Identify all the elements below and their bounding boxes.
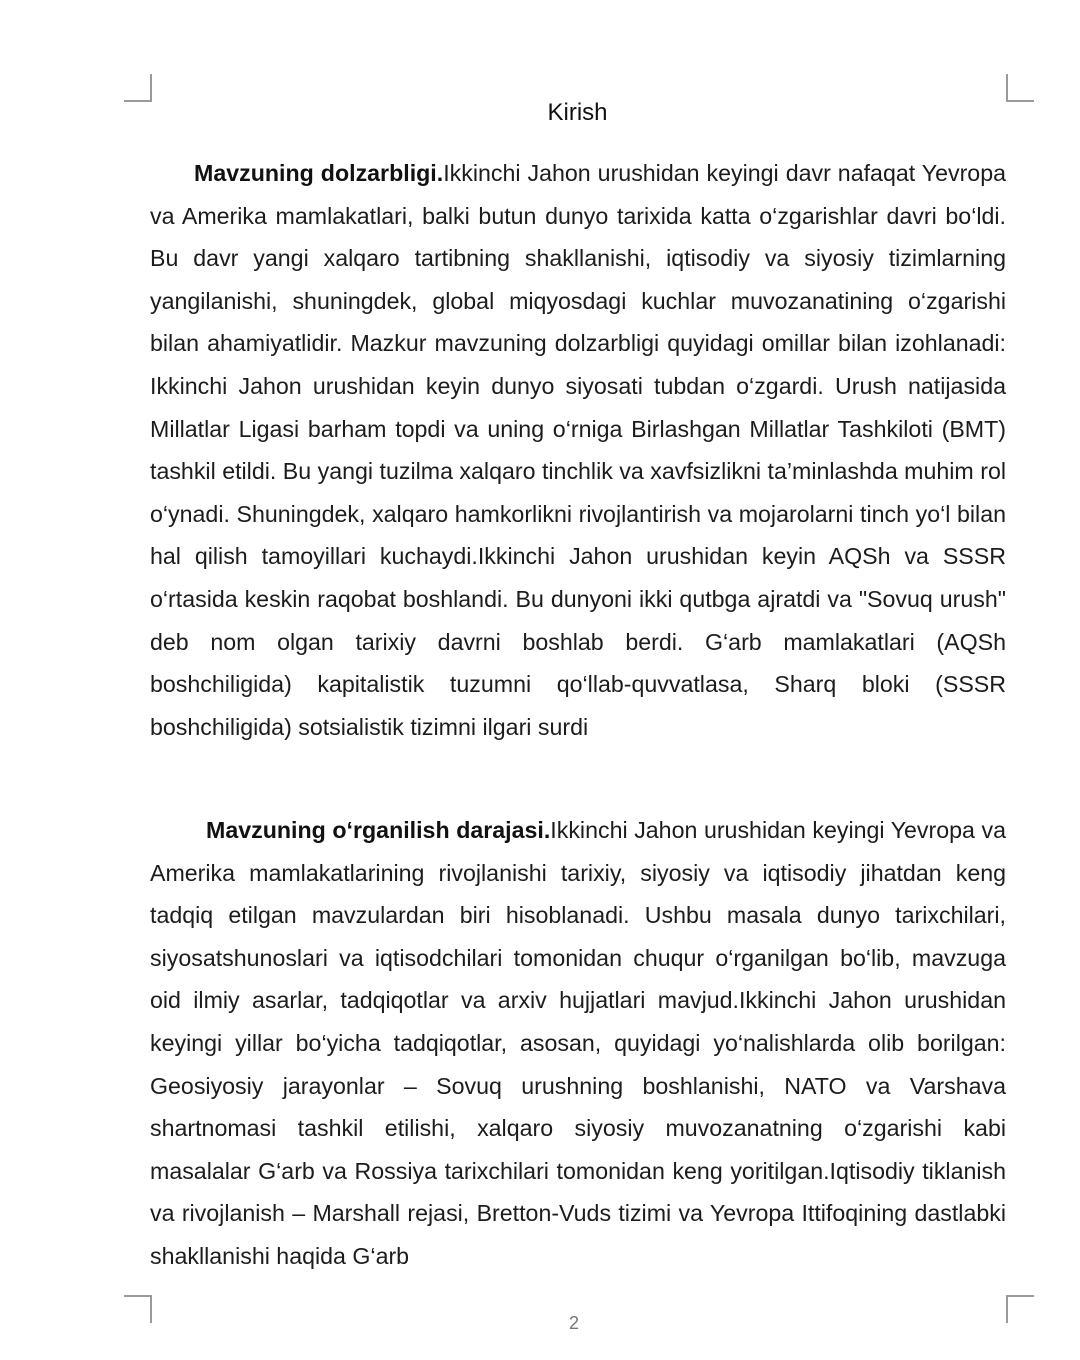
paragraph-text: Ikkinchi Jahon urushidan keyingi Yevropa va Amerika mamlakatlarining rivojlanishi tarixiy, siyosiy va iqtisodiy jihatdan keng tadqiq etilgan mavzulardan biri hisoblanadi. Ushbu masala dunyo tarixchilari, siyosatshunoslari va iqtisodchilari tomonidan chuqur o‘rganilgan bo‘lib, mavzuga oid ilmiy asarlar, tadqiqotlar va arxiv hujjatlari mavjud.Ikkinchi Jahon urushidan keyingi yillar bo‘yicha tadqiqotlar, asosan, quyidagi yo‘nalishlarda olib borilgan: Geosiyosiy jarayonlar – Sovuq urushning boshlanishi, NATO va Varshava shartnomasi tashkil etilishi, xalqaro siyosiy muvozanatning o‘zgarishi kabi masalalar G‘arb va Rossiya tarixchilari tomonidan keng yoritilgan.Iqtisodiy tiklanish va rivojlanish – Marshall rejasi, Bretton-Vuds tizimi va Yevropa Ittifoqining dastlabki shakllanishi haqida G‘arb <box>150 817 1006 1269</box>
paragraph <box>150 152 1006 748</box>
section-heading: Mavzuning o‘rganilish darajasi. <box>206 817 551 843</box>
section-study-level <box>150 809 1006 1278</box>
section-heading: Mavzuning dolzarbligi. <box>194 160 444 186</box>
page-number: 2 <box>568 1313 579 1333</box>
page-title: Kirish <box>547 99 608 126</box>
paragraph <box>150 809 1006 1278</box>
section-relevance <box>150 152 1006 748</box>
paragraph-text: Ikkinchi Jahon urushidan keyingi davr nafaqat Yevropa va Amerika mamlakatlari, balki butun dunyo tarixida katta o‘zgarishlar davri bo‘ldi. Bu davr yangi xalqaro tartibning shakllanishi, iqtisodiy va siyosiy tizimlarning yangilanishi, shuningdek, global miqyosdagi kuchlar muvozanatining o‘zgarishi bilan ahamiyatlidir. Mazkur mavzuning dolzarbligi quyidagi omillar bilan izohlanadi: Ikkinchi Jahon urushidan keyin dunyo siyosati tubdan o‘zgardi. Urush natijasida Millatlar Ligasi barham topdi va uning o‘rniga Birlashgan Millatlar Tashkiloti (BMT) tashkil etildi. Bu yangi tuzilma xalqaro tinchlik va xavfsizlikni ta’minlashda muhim rol o‘ynadi. Shuningdek, xalqaro hamkorlikni rivojlantirish va mojarolarni tinch yo‘l bilan hal qilish tamoyillari kuchaydi.Ikkinchi Jahon urushidan keyin AQSh va SSSR o‘rtasida keskin raqobat boshlandi. Bu dunyoni ikki qutbga ajratdi va "Sovuq urush" deb nom olgan tarixiy davrni boshlab berdi. G‘arb mamlakatlari (AQSh boshchiligida) kapitalistik tuzumni qo‘llab-quvvatlasa, Sharq bloki (SSSR boshchiligida) sotsialistik tizimni ilgari surdi <box>150 160 1006 740</box>
